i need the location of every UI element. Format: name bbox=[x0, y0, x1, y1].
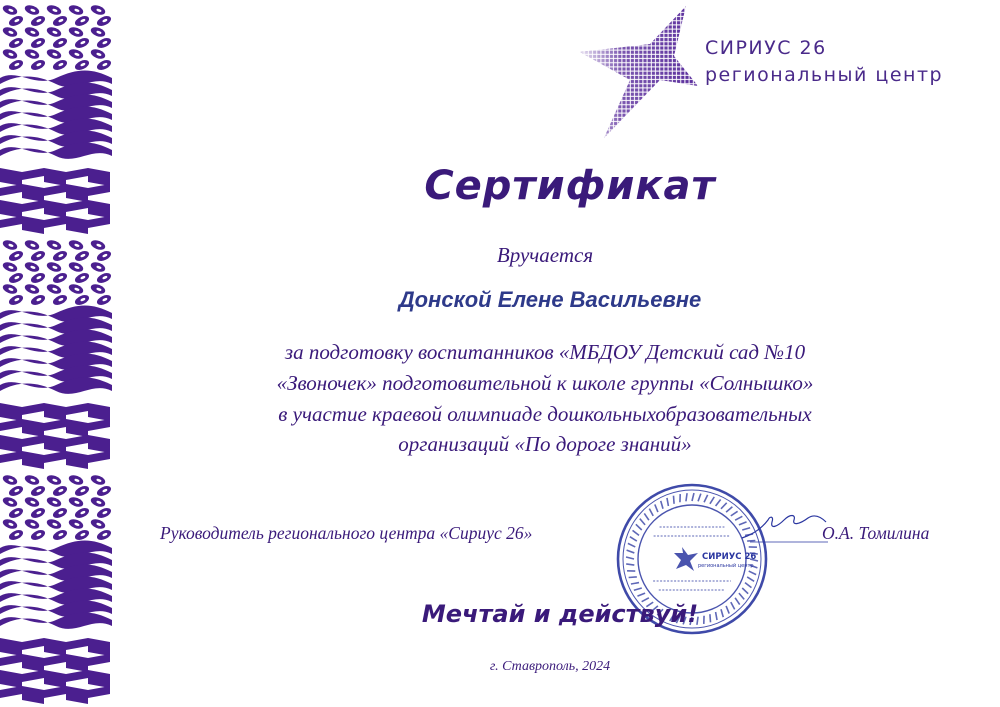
ornament-shape bbox=[0, 613, 112, 629]
ornament-shape bbox=[44, 451, 66, 463]
reason-line: за подготовку воспитанников «МБДОУ Детский сад №10 bbox=[284, 340, 806, 364]
stamp-texture bbox=[633, 530, 639, 535]
stamp-texture bbox=[747, 577, 754, 581]
ornament-shape bbox=[88, 419, 110, 431]
stamp-texture bbox=[739, 593, 744, 599]
reason-line: «Звоночек» подготовительной к школе группы «Солнышко» bbox=[276, 371, 814, 395]
stamp-texture bbox=[692, 493, 694, 501]
ornament-shape bbox=[88, 670, 110, 688]
ornament-shape bbox=[44, 686, 66, 698]
ornament-shape bbox=[0, 184, 22, 196]
stamp-texture bbox=[698, 494, 701, 502]
signer-position: Руководитель регионального центра «Сириус 26» bbox=[160, 523, 533, 543]
stamp-texture bbox=[667, 498, 668, 506]
ornament-shape bbox=[44, 638, 66, 656]
stamp-name: СИРИУС 26 bbox=[702, 552, 757, 562]
stamp-texture bbox=[686, 493, 687, 501]
ornament-shape bbox=[44, 168, 66, 186]
ornament-shape bbox=[22, 216, 44, 234]
ornament-shape bbox=[0, 168, 22, 186]
stamp-texture bbox=[626, 557, 634, 559]
stamp-texture bbox=[721, 503, 727, 509]
ornament-shape bbox=[0, 216, 22, 228]
stamp-texture bbox=[710, 497, 714, 504]
stamp-texture bbox=[661, 501, 663, 509]
ornament-shape bbox=[88, 435, 110, 453]
ornament-shape bbox=[44, 435, 66, 453]
stamp-texture bbox=[628, 543, 635, 547]
ornament-shape bbox=[66, 419, 88, 437]
ornament-shape bbox=[66, 670, 88, 682]
ornament-shape bbox=[44, 216, 66, 228]
stamp-texture bbox=[745, 583, 751, 588]
stamp-texture bbox=[640, 519, 645, 525]
logo-name: СИРИУС 26 bbox=[705, 37, 827, 59]
ornament-shape bbox=[0, 435, 22, 453]
ornament-shape bbox=[22, 670, 44, 682]
ornament-shape bbox=[0, 143, 112, 159]
stamp-subtitle: региональный центр bbox=[698, 563, 754, 569]
ornament-shape bbox=[88, 403, 110, 421]
ornament-shape bbox=[22, 435, 44, 447]
ornament-shape bbox=[44, 184, 66, 196]
ornament-shape bbox=[22, 184, 44, 202]
ornament-shape bbox=[88, 638, 110, 656]
stamp-texture bbox=[634, 588, 642, 590]
ornament-shape bbox=[66, 451, 88, 469]
ornament-shape bbox=[66, 216, 88, 234]
ornament-shape bbox=[44, 419, 66, 431]
ornament-shape bbox=[66, 638, 88, 650]
ornament-shape bbox=[88, 216, 110, 228]
stamp-texture bbox=[637, 593, 645, 596]
motto: Мечтай и действуй! bbox=[421, 600, 699, 628]
ornament-shape bbox=[66, 654, 88, 672]
signer-name: О.А. Томилина bbox=[822, 523, 930, 543]
logo-subtitle: региональный центр bbox=[705, 64, 944, 86]
ornament-shape bbox=[44, 654, 66, 666]
stamp-texture bbox=[739, 522, 747, 525]
ornament-shape bbox=[44, 403, 66, 421]
stamp-texture bbox=[649, 509, 653, 516]
star-icon bbox=[580, 4, 700, 142]
stamp-texture bbox=[747, 540, 755, 541]
recipient-name: Донской Елене Васильевне bbox=[398, 287, 702, 312]
ornament-shape bbox=[22, 638, 44, 650]
ornament-shape bbox=[88, 168, 110, 186]
stamp-texture bbox=[742, 588, 748, 594]
ornament-shape bbox=[66, 168, 88, 180]
ornament-shape bbox=[0, 378, 112, 394]
stamp-texture bbox=[742, 528, 750, 530]
ornament-shape bbox=[0, 200, 22, 218]
ornament-shape bbox=[22, 168, 44, 180]
stamp-texture bbox=[627, 550, 635, 553]
stamp-texture bbox=[704, 495, 708, 502]
ornament-shape bbox=[88, 200, 110, 218]
stamp-texture bbox=[644, 513, 649, 520]
ornament-shape bbox=[0, 638, 22, 656]
reason-line: организаций «По дороге знаний» bbox=[398, 432, 692, 456]
ornament-shape bbox=[66, 403, 88, 415]
reason-line: в участие краевой олимпиаде дошкольныхобразовательных bbox=[278, 402, 812, 426]
ornament-shape bbox=[66, 686, 88, 704]
ornament-shape bbox=[88, 184, 110, 196]
stamp-texture bbox=[673, 496, 674, 504]
ornament-shape bbox=[66, 184, 88, 202]
ornament-shape bbox=[22, 654, 44, 672]
stamp-texture bbox=[735, 516, 742, 520]
ornament-shape bbox=[88, 686, 110, 698]
ornament-shape bbox=[0, 403, 22, 421]
stamp-texture bbox=[636, 524, 642, 530]
stamp-texture bbox=[745, 534, 753, 535]
stamp-texture bbox=[731, 511, 738, 516]
stamp-texture bbox=[716, 500, 721, 506]
ornament-shape bbox=[0, 670, 22, 688]
ornament-shape bbox=[22, 686, 44, 704]
awarded-label: Вручается bbox=[496, 243, 594, 267]
ornament-shape bbox=[44, 670, 66, 688]
stamp-texture bbox=[630, 537, 637, 541]
place-date: г. Ставрополь, 2024 bbox=[489, 659, 611, 674]
stamp-texture bbox=[749, 571, 756, 575]
stamp-texture bbox=[626, 564, 634, 565]
ornament-shape bbox=[0, 686, 22, 698]
stamp-texture bbox=[631, 583, 639, 584]
ornament-shape bbox=[0, 419, 22, 431]
ornament-shape bbox=[22, 451, 44, 469]
stamp-texture bbox=[629, 577, 637, 578]
ornament-shape bbox=[66, 435, 88, 447]
stamp-texture bbox=[655, 504, 658, 512]
certificate-title: Сертификат bbox=[424, 163, 716, 209]
ornament-shape bbox=[88, 654, 110, 666]
decorative-ornament-strip bbox=[0, 0, 112, 707]
ornament-shape bbox=[22, 200, 44, 212]
ornament-shape bbox=[22, 403, 44, 415]
ornament-shape bbox=[66, 200, 88, 212]
ornament-shape bbox=[0, 654, 22, 666]
ornament-shape bbox=[44, 200, 66, 218]
stamp-texture bbox=[726, 507, 732, 512]
ornament-shape bbox=[88, 451, 110, 463]
ornament-shape bbox=[0, 451, 22, 463]
ornament-shape bbox=[22, 419, 44, 437]
